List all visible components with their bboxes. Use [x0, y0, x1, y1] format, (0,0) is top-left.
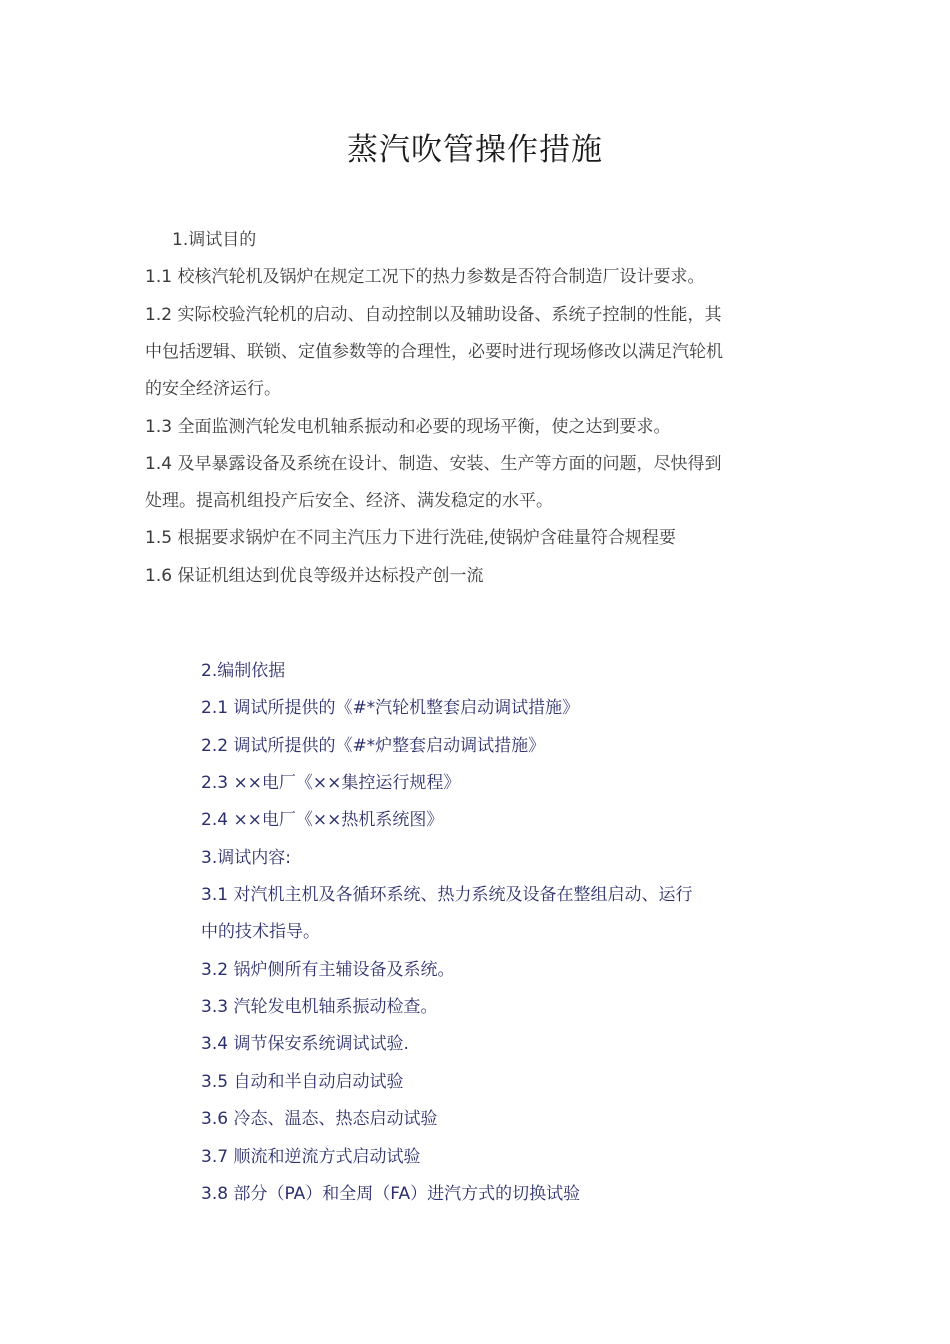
list-item: 3.3 汽轮发电机轴系振动检查。	[201, 997, 438, 1017]
paragraph-line: 的安全经济运行。	[145, 379, 281, 399]
paragraph-line: 1.3 全面监测汽轮发电机轴系振动和必要的现场平衡，使之达到要求。	[145, 417, 671, 437]
list-item: 3.2 锅炉侧所有主辅设备及系统。	[201, 960, 455, 980]
list-item: 中的技术指导。	[201, 922, 320, 942]
document-title: 蒸汽吹管操作措施	[347, 132, 603, 168]
paragraph-line: 1.4 及早暴露设备及系统在设计、制造、安装、生产等方面的问题，尽快得到	[145, 454, 722, 474]
section2-heading: 2.编制依据	[201, 661, 286, 681]
list-item: 3.7 顺流和逆流方式启动试验	[201, 1147, 421, 1167]
list-item: 2.1 调试所提供的《#*汽轮机整套启动调试措施》	[201, 698, 580, 718]
list-item: 3.5 自动和半自动启动试验	[201, 1072, 404, 1092]
section3-heading: 3.调试内容:	[201, 848, 291, 868]
paragraph-line: 中包括逻辑、联锁、定值参数等的合理性，必要时进行现场修改以满足汽轮机	[145, 342, 723, 362]
paragraph-line: 处理。提高机组投产后安全、经济、满发稳定的水平。	[145, 491, 553, 511]
list-item: 3.4 调节保安系统调试试验.	[201, 1034, 409, 1054]
paragraph-line: 1.1 校核汽轮机及锅炉在规定工况下的热力参数是否符合制造厂设计要求。	[145, 267, 705, 287]
paragraph-line: 1.5 根据要求锅炉在不同主汽压力下进行洗硅,使锅炉含硅量符合规程要	[145, 528, 676, 548]
list-item: 2.4 ××电厂《××热机系统图》	[201, 810, 444, 830]
paragraph-line: 1.2 实际校验汽轮机的启动、自动控制以及辅助设备、系统子控制的性能，其	[145, 305, 722, 325]
list-item: 2.2 调试所提供的《#*炉整套启动调试措施》	[201, 736, 546, 756]
paragraph-line: 1.6 保证机组达到优良等级并达标投产创一流	[145, 566, 484, 586]
list-item: 3.6 冷态、温态、热态启动试验	[201, 1109, 438, 1129]
list-item: 2.3 ××电厂《××集控运行规程》	[201, 773, 461, 793]
list-item: 3.1 对汽机主机及各循环系统、热力系统及设备在整组启动、运行	[201, 885, 693, 905]
section1-heading: 1.调试目的	[172, 230, 257, 250]
list-item: 3.8 部分（PA）和全周（FA）进汽方式的切换试验	[201, 1184, 581, 1204]
